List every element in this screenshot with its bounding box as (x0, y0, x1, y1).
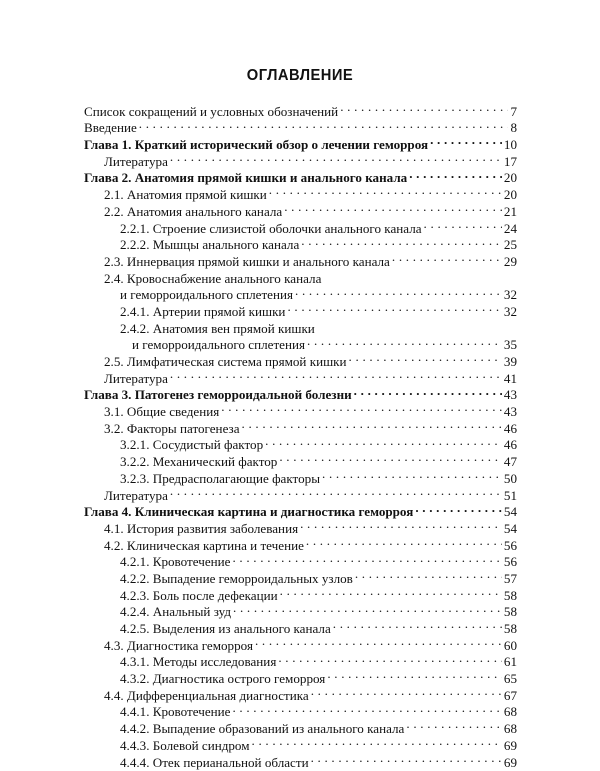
toc-entry-title: 4.3. Диагностика геморроя (104, 638, 253, 655)
dot-leader (301, 233, 502, 250)
page-title: ОГЛАВЛЕНИЕ (24, 67, 576, 85)
toc-entry-title: 4.4.1. Кровотечение (120, 704, 230, 721)
toc-page-number: 58 (504, 588, 517, 605)
toc-page-number: 50 (504, 471, 517, 488)
dot-leader (233, 600, 502, 617)
dot-leader (287, 299, 501, 316)
toc-entry-title: 2.2.1. Строение слизистой оболочки анального канала (120, 221, 422, 238)
toc-page-number: 25 (504, 237, 517, 254)
dot-leader (415, 500, 502, 517)
toc-chapter-entry (84, 132, 517, 149)
toc-page-number: 60 (504, 638, 517, 655)
table-of-contents (84, 99, 517, 767)
dot-leader (242, 416, 502, 433)
dot-leader (295, 283, 502, 300)
toc-entry-title: 4.3.1. Методы исследования (120, 654, 276, 671)
dot-leader (354, 383, 502, 400)
toc-page-number: 41 (504, 371, 517, 388)
toc-page-number: 10 (504, 137, 517, 154)
toc-page-number: 68 (504, 721, 517, 738)
dot-leader (406, 716, 502, 733)
toc-entry-title: 3.1. Общие сведения (104, 404, 219, 421)
toc-page-number: 54 (504, 504, 517, 521)
toc-entry-title: 4.2.3. Боль после дефекации (120, 588, 278, 605)
toc-entry-title: Глава 1. Краткий исторический обзор о лечении геморроя (84, 137, 428, 154)
toc-entry-title: 3.2.3. Предрасполагающие факторы (120, 471, 320, 488)
dot-leader (311, 750, 502, 767)
toc-entry-title: 4.2.5. Выделения из анального канала (120, 621, 331, 638)
dot-leader (232, 700, 501, 717)
dot-leader (170, 149, 502, 166)
toc-entry-title: Глава 2. Анатомия прямой кишки и анального канала (84, 170, 407, 187)
toc-page-number: 61 (504, 654, 517, 671)
dot-leader (170, 483, 502, 500)
toc-page-number: 51 (504, 488, 517, 505)
dot-leader (430, 132, 502, 149)
toc-page-number: 43 (504, 387, 517, 404)
dot-leader (252, 733, 502, 750)
toc-entry-title: 4.3.2. Диагностика острого геморроя (120, 671, 325, 688)
toc-entry-title: Список сокращений и условных обозначений (84, 104, 338, 121)
dot-leader (307, 333, 502, 350)
toc-page-number: 67 (504, 688, 517, 705)
dot-leader (255, 633, 502, 650)
toc-entry-title: и геморроидального сплетения (132, 337, 305, 354)
toc-entry-title: 3.2.1. Сосудистый фактор (120, 437, 263, 454)
toc-page-number: 7 (510, 104, 517, 121)
toc-entry-title: Глава 4. Клиническая картина и диагностика геморроя (84, 504, 413, 521)
toc-page-number: 58 (504, 621, 517, 638)
toc-page-number: 56 (504, 554, 517, 571)
toc-entry-title: 4.4.3. Болевой синдром (120, 738, 250, 755)
toc-page-number: 57 (504, 571, 517, 588)
dot-leader (306, 533, 502, 550)
toc-entry-title: 4.2.1. Кровотечение (120, 554, 230, 571)
toc-entry-title: 3.2. Факторы патогенеза (104, 421, 240, 438)
toc-entry-title: 4.2.4. Анальный зуд (120, 604, 231, 621)
toc-entry-title: Литература (104, 154, 168, 171)
toc-page-number: 32 (504, 287, 517, 304)
toc-entry-title: Введение (84, 120, 137, 137)
toc-page-number: 54 (504, 521, 517, 538)
dot-leader (322, 466, 502, 483)
dot-leader (355, 566, 502, 583)
dot-leader (232, 550, 501, 567)
toc-entry-title: 4.2. Клиническая картина и течение (104, 538, 304, 555)
toc-page-number: 69 (504, 755, 517, 771)
toc-entry-title: 2.3. Иннервация прямой кишки и анального канала (104, 254, 390, 271)
dot-leader (280, 583, 502, 600)
dot-leader (311, 683, 502, 700)
toc-entry-title: 2.4.2. Анатомия вен прямой кишки (120, 321, 315, 338)
toc-entry-title: 4.4. Дифференциальная диагностика (104, 688, 309, 705)
toc-entry-title: 2.4. Кровоснабжение анального канала (104, 271, 321, 288)
toc-page-number: 20 (504, 170, 517, 187)
toc-entry (84, 116, 517, 133)
dot-leader (327, 666, 502, 683)
toc-entry-title: 2.5. Лимфатическая система прямой кишки (104, 354, 347, 371)
toc-page-number: 68 (504, 704, 517, 721)
toc-entry-title: Литература (104, 371, 168, 388)
dot-leader (284, 199, 502, 216)
toc-page-number: 24 (504, 221, 517, 238)
toc-entry-title: 2.2.2. Мышцы анального канала (120, 237, 299, 254)
toc-page-number: 69 (504, 738, 517, 755)
dot-leader (300, 516, 502, 533)
toc-entry-title: Литература (104, 488, 168, 505)
dot-leader (139, 116, 509, 133)
dot-leader (269, 182, 502, 199)
dot-leader (278, 650, 502, 667)
dot-leader (333, 616, 502, 633)
toc-entry (84, 99, 517, 116)
toc-entry-title: 4.4.2. Выпадение образований из анального канала (120, 721, 404, 738)
dot-leader (221, 399, 502, 416)
toc-page-number: 21 (504, 204, 517, 221)
toc-page-number: 43 (504, 404, 517, 421)
toc-page-number: 46 (504, 421, 517, 438)
toc-entry-title: 2.2. Анатомия анального канала (104, 204, 282, 221)
toc-page-number: 47 (504, 454, 517, 471)
toc-page-number: 8 (510, 120, 517, 137)
toc-page-number: 20 (504, 187, 517, 204)
toc-entry-title: 4.2.2. Выпадение геморроидальных узлов (120, 571, 353, 588)
toc-page-number: 46 (504, 437, 517, 454)
dot-leader (170, 366, 502, 383)
toc-page-number: 39 (504, 354, 517, 371)
toc-page-number: 56 (504, 538, 517, 555)
dot-leader (265, 433, 502, 450)
toc-entry-title: 2.4.1. Артерии прямой кишки (120, 304, 285, 321)
toc-page-number: 58 (504, 604, 517, 621)
toc-page-number: 17 (504, 154, 517, 171)
toc-entry-title: Глава 3. Патогенез геморроидальной болезни (84, 387, 352, 404)
dot-leader (279, 449, 502, 466)
toc-entry-title: 4.4.4. Отек перианальной области (120, 755, 309, 771)
toc-page-number: 32 (504, 304, 517, 321)
toc-page-number: 35 (504, 337, 517, 354)
toc-page-number: 65 (504, 671, 517, 688)
dot-leader (340, 99, 508, 116)
toc-entry-title: и геморроидального сплетения (120, 287, 293, 304)
toc-page-number: 29 (504, 254, 517, 271)
dot-leader (392, 249, 502, 266)
toc-entry-title: 4.1. История развития заболевания (104, 521, 298, 538)
toc-entry-title: 2.1. Анатомия прямой кишки (104, 187, 267, 204)
dot-leader (349, 349, 502, 366)
dot-leader (409, 166, 502, 183)
toc-entry-title: 3.2.2. Механический фактор (120, 454, 277, 471)
dot-leader (424, 216, 502, 233)
